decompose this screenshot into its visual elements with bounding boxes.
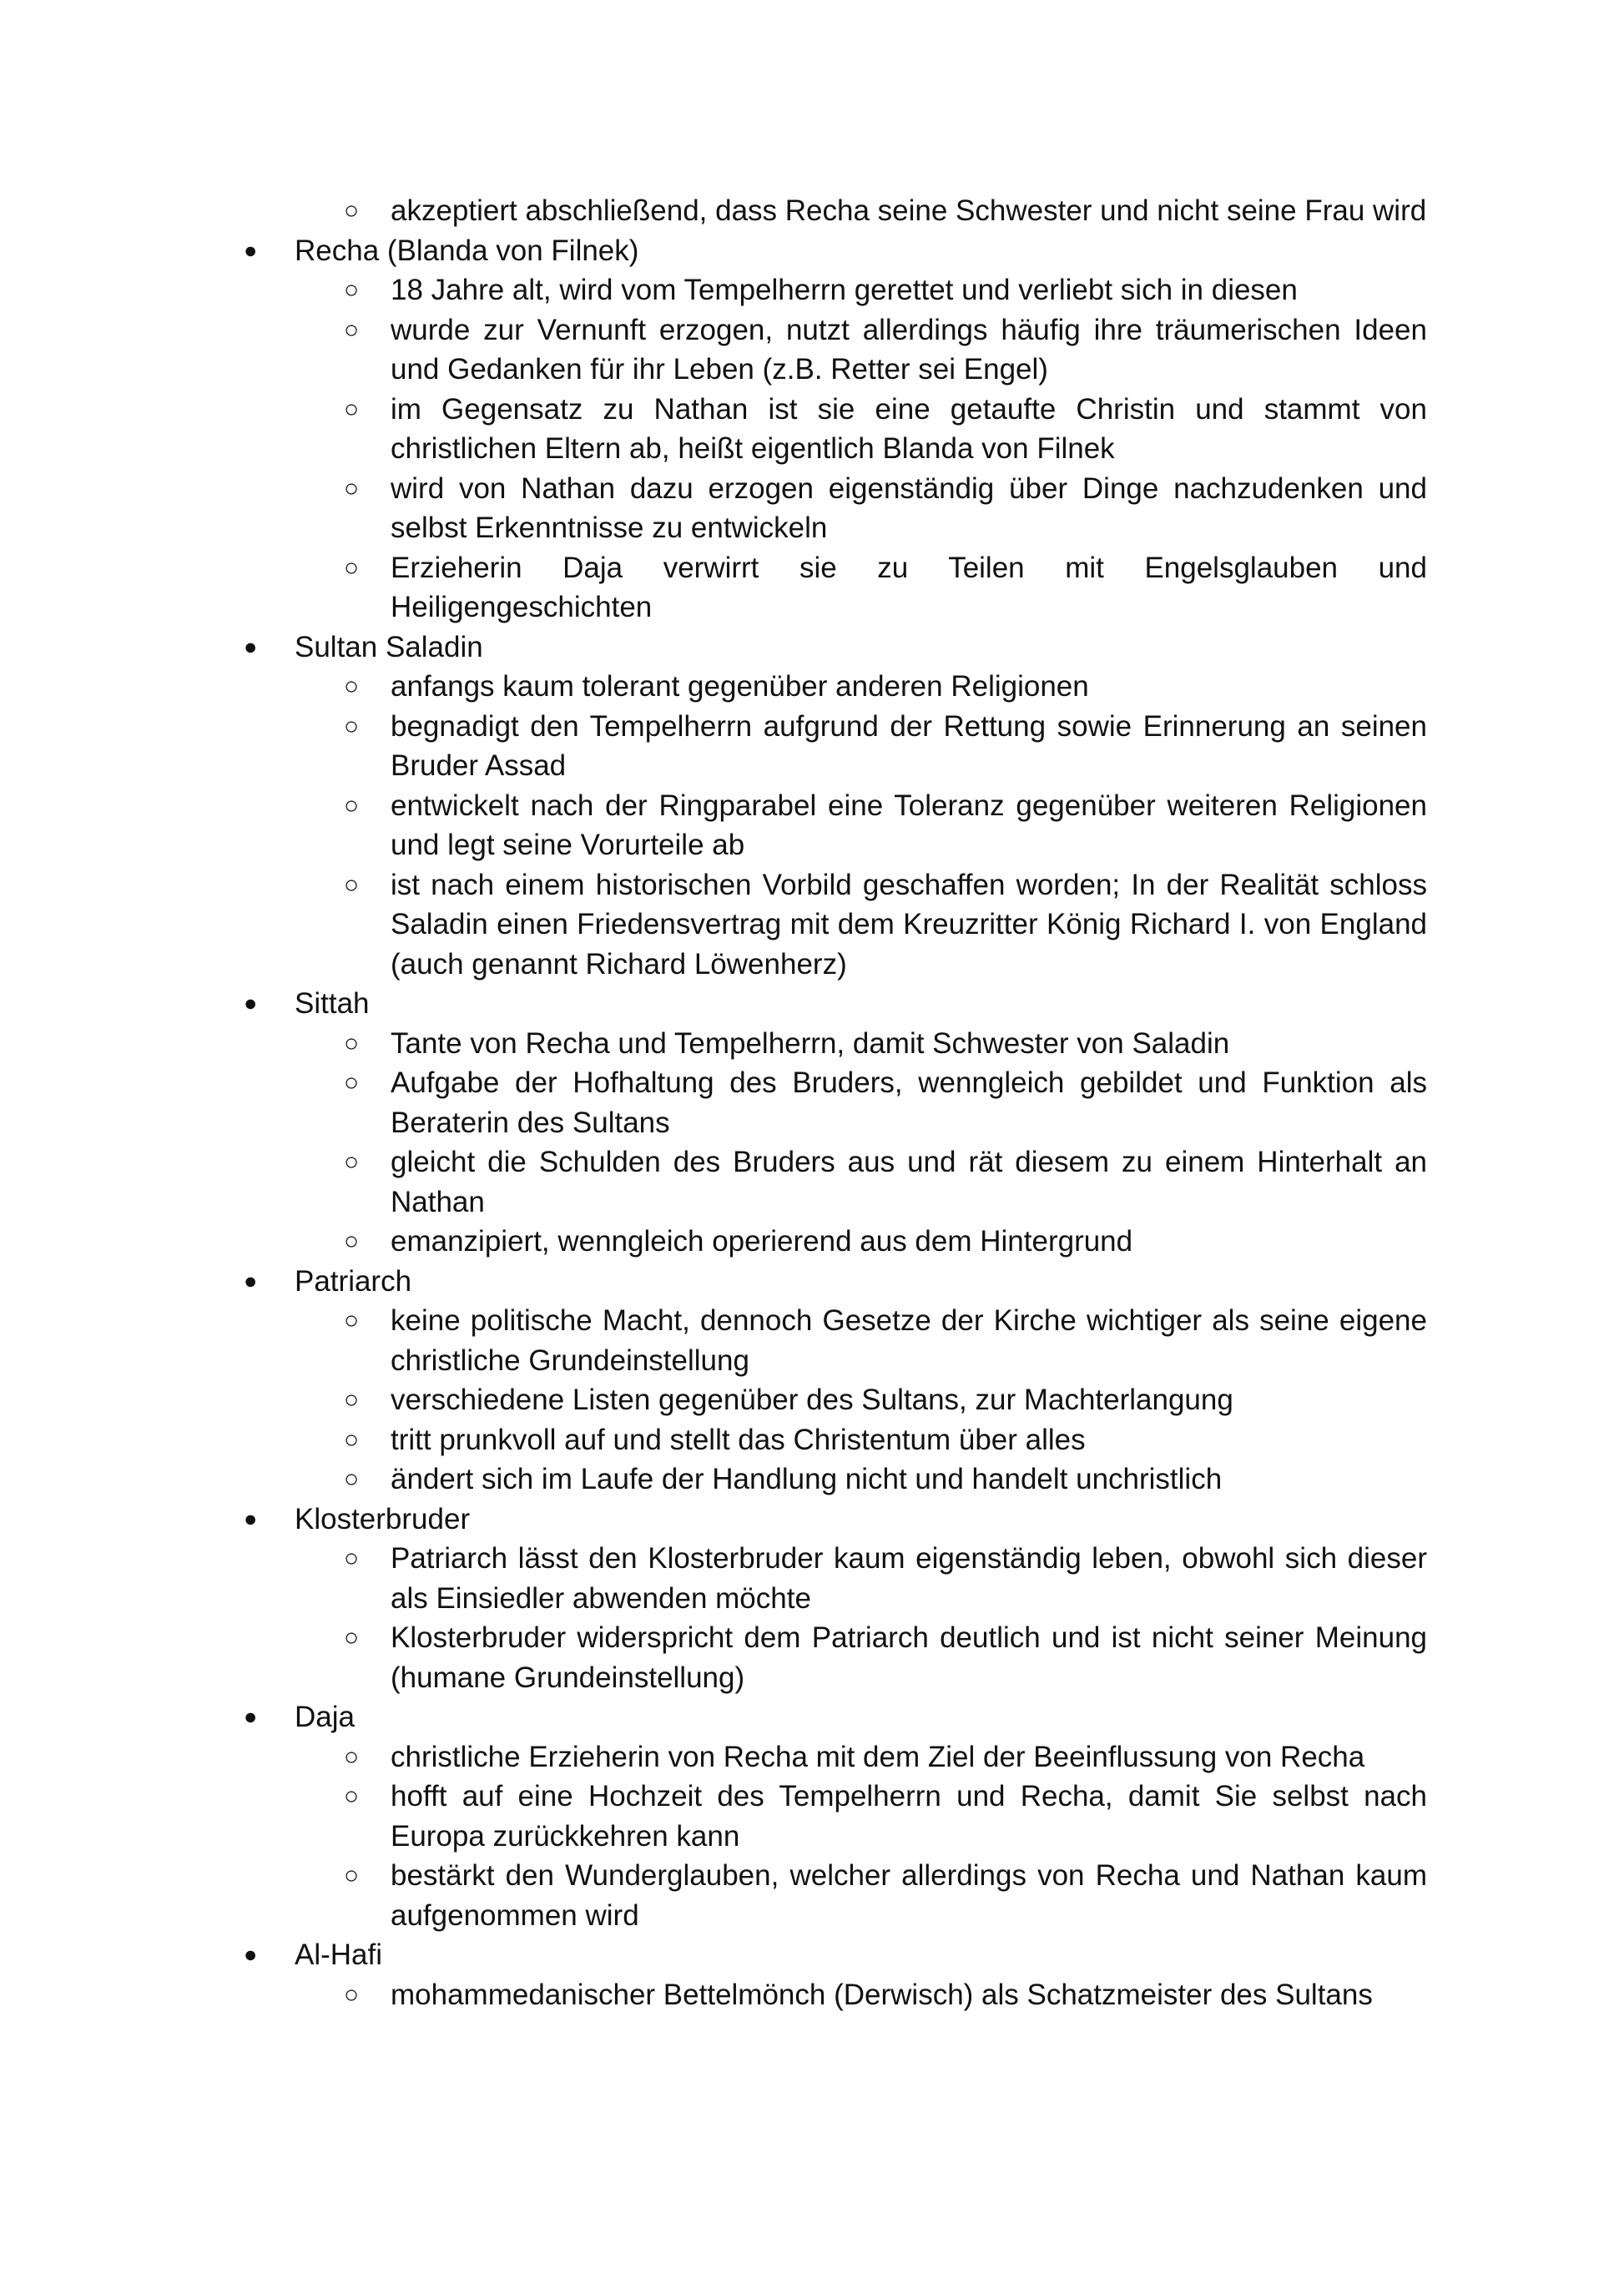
note-text: wurde zur Vernunft erzogen, nutzt allerdings häufig ihre träumerischen Ideen und Gedanken für ihr Leben (z.B. Retter sei Engel) <box>391 313 1427 386</box>
note-item <box>234 1856 1427 1935</box>
character-notes <box>234 667 1427 984</box>
hollow-bullet-icon: ○ <box>344 791 360 819</box>
hollow-bullet-icon: ○ <box>344 870 360 899</box>
note-text: Klosterbruder widerspricht dem Patriarch deutlich und ist nicht seiner Meinung (humane Grundeinstellung) <box>391 1621 1427 1694</box>
note-text: Erzieherin Daja verwirrt sie zu Teilen mit Engelsglauben und Heiligengeschichten <box>391 551 1427 623</box>
character-list <box>234 191 1427 2014</box>
hollow-bullet-icon: ○ <box>344 553 360 582</box>
character-section-saladin <box>234 628 1427 985</box>
note-item <box>234 1539 1427 1618</box>
character-section-klosterbruder <box>234 1500 1427 1698</box>
character-notes <box>234 1024 1427 1262</box>
hollow-bullet-icon: ○ <box>344 197 360 224</box>
hollow-bullet-icon: ○ <box>344 474 360 502</box>
hollow-bullet-icon: ○ <box>344 1307 360 1334</box>
character-heading <box>234 1935 1427 1975</box>
hollow-bullet-icon: ○ <box>344 1029 360 1057</box>
hollow-bullet-icon: ○ <box>344 1545 360 1572</box>
character-heading <box>234 1697 1427 1737</box>
character-notes <box>234 1539 1427 1697</box>
hollow-bullet-icon: ○ <box>344 1862 360 1889</box>
character-section-sittah <box>234 984 1427 1262</box>
hollow-bullet-icon: ○ <box>344 1742 360 1771</box>
character-heading <box>234 231 1427 271</box>
note-item <box>234 469 1427 548</box>
note-text: bestärkt den Wunderglauben, welcher allerdings von Recha und Nathan kaum aufgenommen wird <box>391 1859 1427 1932</box>
note-text: ändert sich im Laufe der Handlung nicht und handelt unchristlich <box>391 1463 1223 1495</box>
note-item <box>234 1024 1427 1064</box>
note-item <box>234 707 1427 786</box>
character-section-continued <box>234 191 1427 231</box>
hollow-bullet-icon: ○ <box>344 1425 360 1454</box>
hollow-bullet-icon: ○ <box>344 673 360 700</box>
character-section-al-hafi <box>234 1935 1427 2014</box>
character-heading <box>234 1262 1427 1302</box>
bullet-icon: ● <box>244 991 258 1016</box>
note-item <box>234 1301 1427 1380</box>
note-text: christliche Erzieherin von Recha mit dem Ziel der Beeinflussung von Recha <box>391 1740 1365 1773</box>
note-text: Patriarch lässt den Klosterbruder kaum eigenständig leben, obwohl sich dieser als Einsiedler abwenden möchte <box>391 1542 1427 1615</box>
note-text: Aufgabe der Hofhaltung des Bruders, wenngleich gebildet und Funktion als Beraterin des Sultans <box>391 1066 1427 1139</box>
hollow-bullet-icon: ○ <box>344 276 360 304</box>
note-text: gleicht die Schulden des Bruders aus und rät diesem zu einem Hinterhalt an Nathan <box>391 1146 1427 1218</box>
note-item <box>234 1142 1427 1222</box>
note-text: 18 Jahre alt, wird vom Tempelherrn gerettet und verliebt sich in diesen <box>391 274 1298 306</box>
character-notes <box>234 1737 1427 1936</box>
hollow-bullet-icon: ○ <box>344 1228 360 1255</box>
note-item <box>234 270 1427 310</box>
note-item <box>234 1777 1427 1856</box>
bullet-icon: ● <box>244 1268 258 1293</box>
character-section-recha <box>234 231 1427 628</box>
character-name: Al-Hafi <box>295 1939 383 1971</box>
note-text: entwickelt nach der Ringparabel eine Toleranz gegenüber weiteren Religionen und legt seine Vorurteile ab <box>391 789 1427 861</box>
note-item <box>234 1975 1427 2015</box>
document-body <box>234 191 1427 2014</box>
character-name: Sultan Saladin <box>295 630 483 663</box>
note-text: emanzipiert, wenngleich operierend aus dem Hintergrund <box>391 1225 1133 1258</box>
character-name: Patriarch <box>295 1264 412 1298</box>
character-name: Sittah <box>295 987 370 1020</box>
note-text: anfangs kaum tolerant gegenüber anderen Religionen <box>391 670 1089 703</box>
note-text: ist nach einem historischen Vorbild geschaffen worden; In der Realität schloss Saladin einen Friedensvertrag mit dem Kreuzritter König Richard I. von England (auch genannt Richard Löwenherz) <box>391 868 1427 981</box>
note-item <box>234 1737 1427 1777</box>
character-name: Daja <box>295 1701 355 1733</box>
hollow-bullet-icon: ○ <box>344 315 360 344</box>
character-notes <box>234 270 1427 628</box>
hollow-bullet-icon: ○ <box>344 1980 360 2009</box>
bullet-icon: ● <box>244 237 258 263</box>
note-text: akzeptiert abschließend, dass Recha seine Schwester und nicht seine Frau wird <box>391 194 1427 227</box>
character-notes <box>234 191 1427 231</box>
hollow-bullet-icon: ○ <box>344 1465 360 1493</box>
note-text: begnadigt den Tempelherrn aufgrund der Rettung sowie Erinnerung an seinen Bruder Assad <box>391 709 1427 782</box>
note-text: keine politische Macht, dennoch Gesetze der Kirche wichtiger als seine eigene christliche Grundeinstellung <box>391 1304 1427 1377</box>
character-notes <box>234 1301 1427 1500</box>
hollow-bullet-icon: ○ <box>344 1069 360 1097</box>
character-section-daja <box>234 1697 1427 1935</box>
note-text: verschiedene Listen gegenüber des Sultans, zur Machterlangung <box>391 1384 1233 1416</box>
character-name: Recha (Blanda von Filnek) <box>295 234 639 267</box>
note-item <box>234 191 1427 231</box>
note-item <box>234 1222 1427 1262</box>
note-item <box>234 548 1427 628</box>
note-text: hofft auf eine Hochzeit des Tempelherrn und Recha, damit Sie selbst nach Europa zurückkehren kann <box>391 1780 1427 1853</box>
hollow-bullet-icon: ○ <box>344 1782 360 1810</box>
note-text: im Gegensatz zu Nathan ist sie eine getaufte Christin und stammt von christlichen Eltern ab, heißt eigentlich Blanda von Filnek <box>391 392 1427 465</box>
note-item <box>234 390 1427 469</box>
note-item <box>234 1063 1427 1142</box>
note-text: mohammedanischer Bettelmönch (Derwisch) als Schatzmeister des Sultans <box>391 1978 1373 2011</box>
note-item <box>234 1380 1427 1420</box>
bullet-icon: ● <box>244 1505 258 1531</box>
bullet-icon: ● <box>244 633 258 659</box>
hollow-bullet-icon: ○ <box>344 1148 360 1176</box>
note-item <box>234 865 1427 985</box>
character-notes <box>234 1975 1427 2015</box>
note-item <box>234 1420 1427 1460</box>
hollow-bullet-icon: ○ <box>344 1624 360 1651</box>
note-item <box>234 1460 1427 1500</box>
bullet-icon: ● <box>244 1704 258 1729</box>
bullet-icon: ● <box>244 1942 258 1967</box>
note-item <box>234 667 1427 707</box>
character-name: Klosterbruder <box>295 1502 471 1535</box>
character-heading <box>234 1500 1427 1540</box>
character-heading <box>234 984 1427 1024</box>
hollow-bullet-icon: ○ <box>344 1386 360 1414</box>
note-text: wird von Nathan dazu erzogen eigenständig über Dinge nachzudenken und selbst Erkenntnisse zu entwickeln <box>391 471 1427 544</box>
note-item <box>234 786 1427 865</box>
note-text: tritt prunkvoll auf und stellt das Christentum über alles <box>391 1423 1086 1456</box>
note-text: Tante von Recha und Tempelherrn, damit Schwester von Saladin <box>391 1026 1230 1060</box>
character-heading <box>234 628 1427 668</box>
hollow-bullet-icon: ○ <box>344 395 360 423</box>
note-item <box>234 1618 1427 1697</box>
hollow-bullet-icon: ○ <box>344 712 360 740</box>
character-section-patriarch <box>234 1262 1427 1500</box>
note-item <box>234 310 1427 390</box>
